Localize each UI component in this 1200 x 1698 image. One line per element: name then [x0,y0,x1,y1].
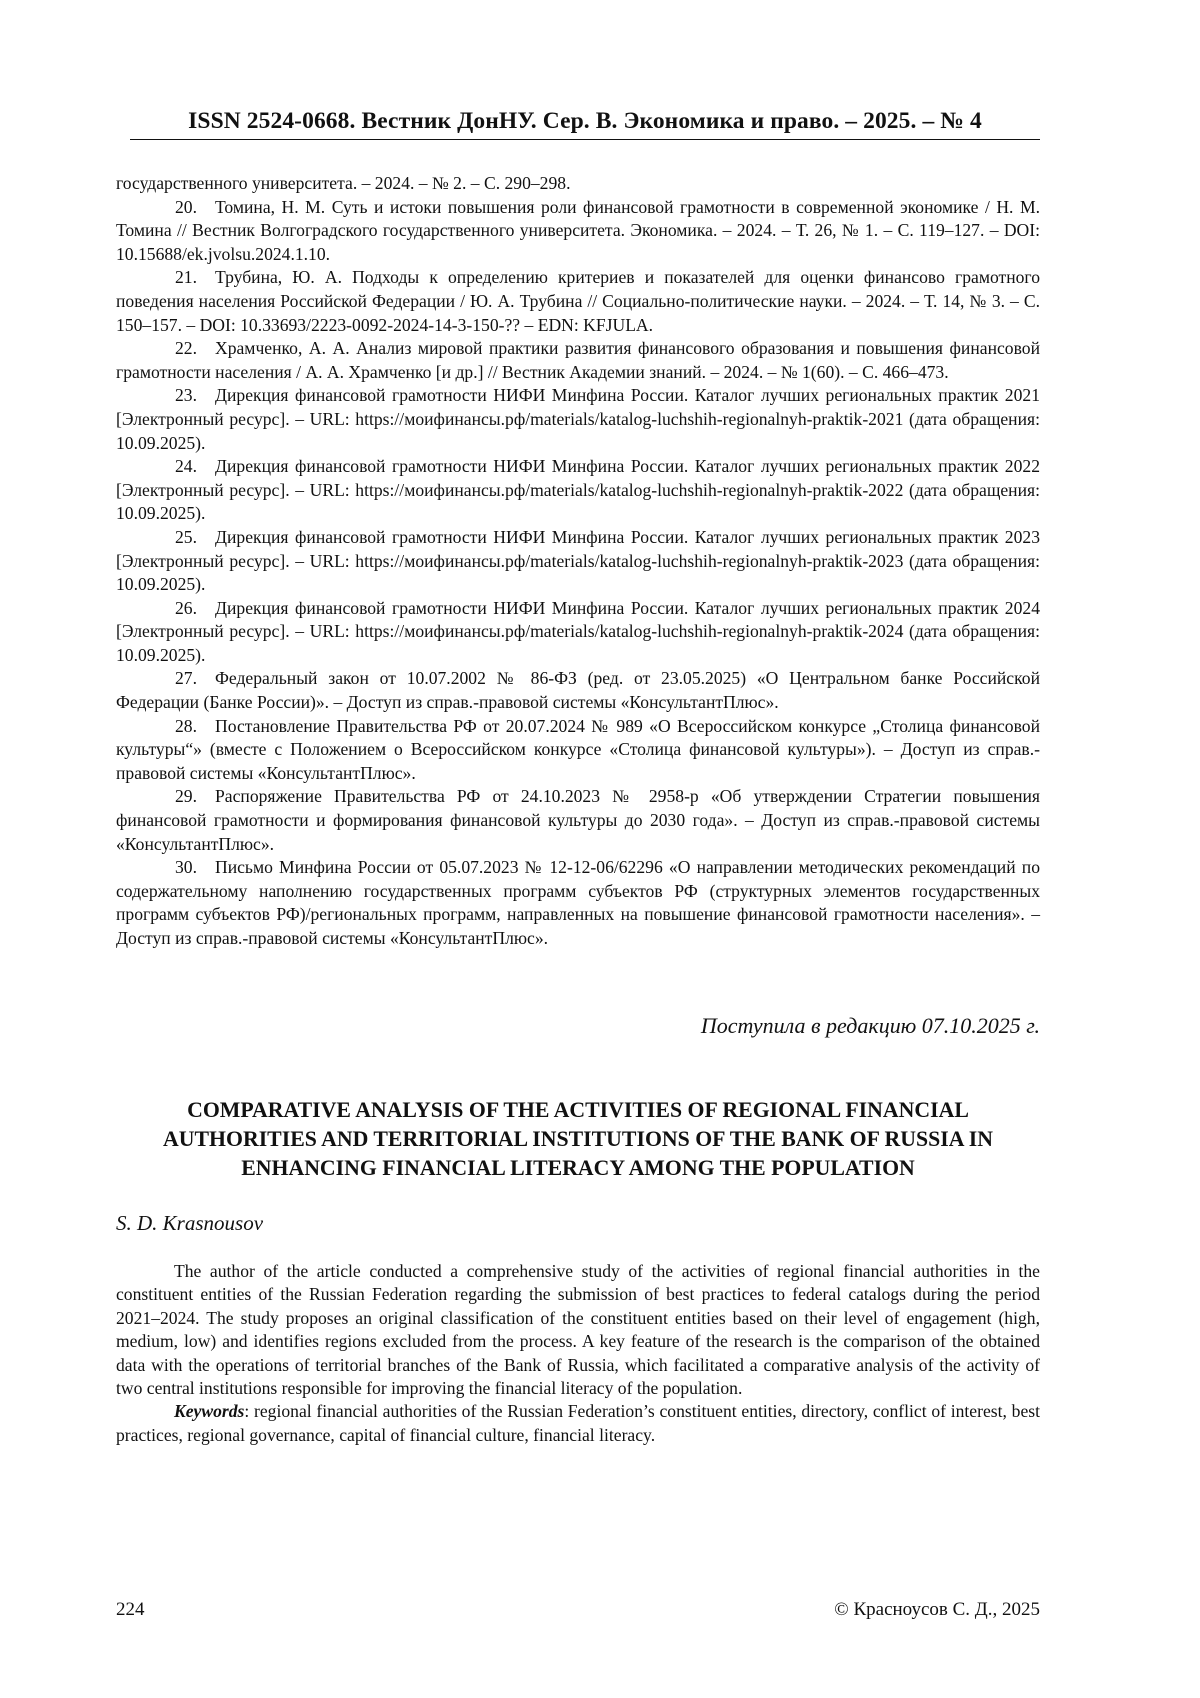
reference-text: Письмо Минфина России от 05.07.2023 № 12-12-06/62296 «О направлении методических рекомендаций по содержательному наполнению государственных программ субъектов РФ (структурных элементов государственных программ субъектов РФ)/региональных программ, направленных на повышение финансовой грамотности населения». – Доступ из справ.-правовой системы «КонсультантПлюс». [116,857,1040,948]
abstract-text: The author of the article conducted a comprehensive study of the activities of regional financial authorities in the constituent entities of the Russian Federation regarding the submission of best practices to federal catalogs during the period 2021–2024. The study proposes an original classification of the constituent entities based on their level of engagement (high, medium, low) and identifies regions excluded from the process. A key feature of the research is the comparison of the obtained data with the operations of territorial branches of the Bank of Russia, which facilitated a comparative analysis of the activity of two central institutions responsible for improving the financial literacy of the population. [116,1261,1040,1399]
copyright-notice: © Красноусов С. Д., 2025 [834,1599,1040,1620]
reference-text: Дирекция финансовой грамотности НИФИ Минфина России. Каталог лучших региональных практик 2024 [Электронный ресурс]. – URL: https://моифинансы.рф/materials/katalog-luchshih-regionalnyh-praktik-2024 (дата обращения: 10.09.2025). [116,597,1040,665]
article-author: S. D. Krasnousov [116,1211,264,1235]
header-divider [130,139,1040,140]
reference-text: Федеральный закон от 10.07.2002 № 86-ФЗ (ред. от 23.05.2025) «О Центральном банке Российской Федерации (Банке России)». – Доступ из справ.-правовой системы «КонсультантПлюс». [116,668,1040,713]
reference-text: Храмченко, А. А. Анализ мировой практики развития финансового образования и повышения финансовой грамотности населения / А. А. Храмченко [и др.] // Вестник Академии знаний. – 2024. – № 1(60). – С. 466–473. [116,338,1040,382]
reference-item [116,597,1040,668]
reference-text: Дирекция финансовой грамотности НИФИ Минфина России. Каталог лучших региональных практик 2022 [Электронный ресурс]. – URL: https://моифинансы.рф/materials/katalog-luchshih-regionalnyh-praktik-2022 (дата обращения: 10.09.2025). [116,456,1040,524]
abstract-block [116,1260,1040,1447]
reference-item [116,715,1040,786]
reference-item [116,667,1040,714]
reference-text: Постановление Правительства РФ от 20.07.2024 № 989 «О Всероссийском конкурсе „Столица финансовой культуры“» (вместе с Положением о Всероссийском конкурсе «Столица финансовой культуры»). – Доступ из справ.-правовой системы «КонсультантПлюс». [116,715,1040,783]
reference-item [116,526,1040,597]
reference-continuation: государственного университета. – 2024. – № 2. – С. 290–298. [116,173,571,193]
reference-number: 23. [175,385,197,406]
reference-text: Дирекция финансовой грамотности НИФИ Минфина России. Каталог лучших региональных практик 2021 [Электронный ресурс]. – URL: https://моифинансы.рф/materials/katalog-luchshih-regionalnyh-praktik-2021 (дата обращения: 10.09.2025). [116,385,1040,453]
reference-items [116,196,1040,951]
keywords-label: Keywords [174,1401,245,1422]
reference-text: Дирекция финансовой грамотности НИФИ Минфина России. Каталог лучших региональных практик 2023 [Электронный ресурс]. – URL: https://моифинансы.рф/materials/katalog-luchshih-regionalnyh-praktik-2023 (дата обращения: 10.09.2025). [116,526,1040,595]
reference-text: Томина, Н. М. Суть и истоки повышения роли финансовой грамотности в современной экономике / Н. М. Томина // Вестник Волгоградского государственного университета. Экономика. – 2024. – Т. 26, № 1. – С. 119–127. – DOI: 10.15688/ek.jvolsu.2024.1.10. [116,196,1040,264]
reference-item [116,337,1040,384]
reference-number: 22. [175,338,197,359]
reference-number: 25. [175,526,197,547]
reference-item [116,856,1040,950]
page-number: 224 [116,1599,145,1620]
reference-number: 29. [175,786,197,807]
reference-item [116,384,1040,455]
reference-text: Трубина, Ю. А. Подходы к определению критериев и показателей для оценки финансово грамотного поведения населения Российской Федерации / Ю. А. Трубина // Социально-политические науки. – 2024. – Т. 14, № 3. – С. 150–157. – DOI: 10.33693/2223-0092-2024-14-3-150-?? – EDN: KFJULA. [116,267,1040,335]
reference-item [116,196,1040,267]
keywords-paragraph [116,1400,1040,1447]
running-header: ISSN 2524-0668. Вестник ДонНУ. Сер. В. Экономика и право. – 2025. – № 4 [188,108,982,134]
reference-number: 30. [175,857,197,878]
reference-list [116,172,1040,951]
received-date-note: Поступила в редакцию 07.10.2025 г. [700,1013,1040,1038]
reference-number: 28. [175,715,197,736]
reference-item [116,785,1040,856]
reference-number: 24. [175,456,197,477]
article-title: COMPARATIVE ANALYSIS OF THE ACTIVITIES OF REGIONAL FINANCIAL AUTHORITIES AND TERRITORIAL INSTITUTIONS OF THE BANK OF RUSSIA IN ENHANCING FINANCIAL LITERACY AMONG THE POPULATION [163,1098,993,1180]
reference-text: Распоряжение Правительства РФ от 24.10.2023 № 2958-р «Об утверждении Стратегии повышения финансовой грамотности и формирования финансовой культуры до 2030 года». – Доступ из справ.-правовой системы «КонсультантПлюс». [116,786,1040,854]
reference-item [116,266,1040,337]
reference-number: 26. [175,597,197,618]
reference-number: 20. [175,196,197,217]
reference-number: 21. [175,267,197,288]
reference-item [116,455,1040,526]
keywords-text: : regional financial authorities of the Russian Federation’s constituent entities, directory, conflict of interest, best practices, regional governance, capital of financial culture, financial literacy. [116,1401,1040,1445]
reference-number: 27. [175,668,197,689]
